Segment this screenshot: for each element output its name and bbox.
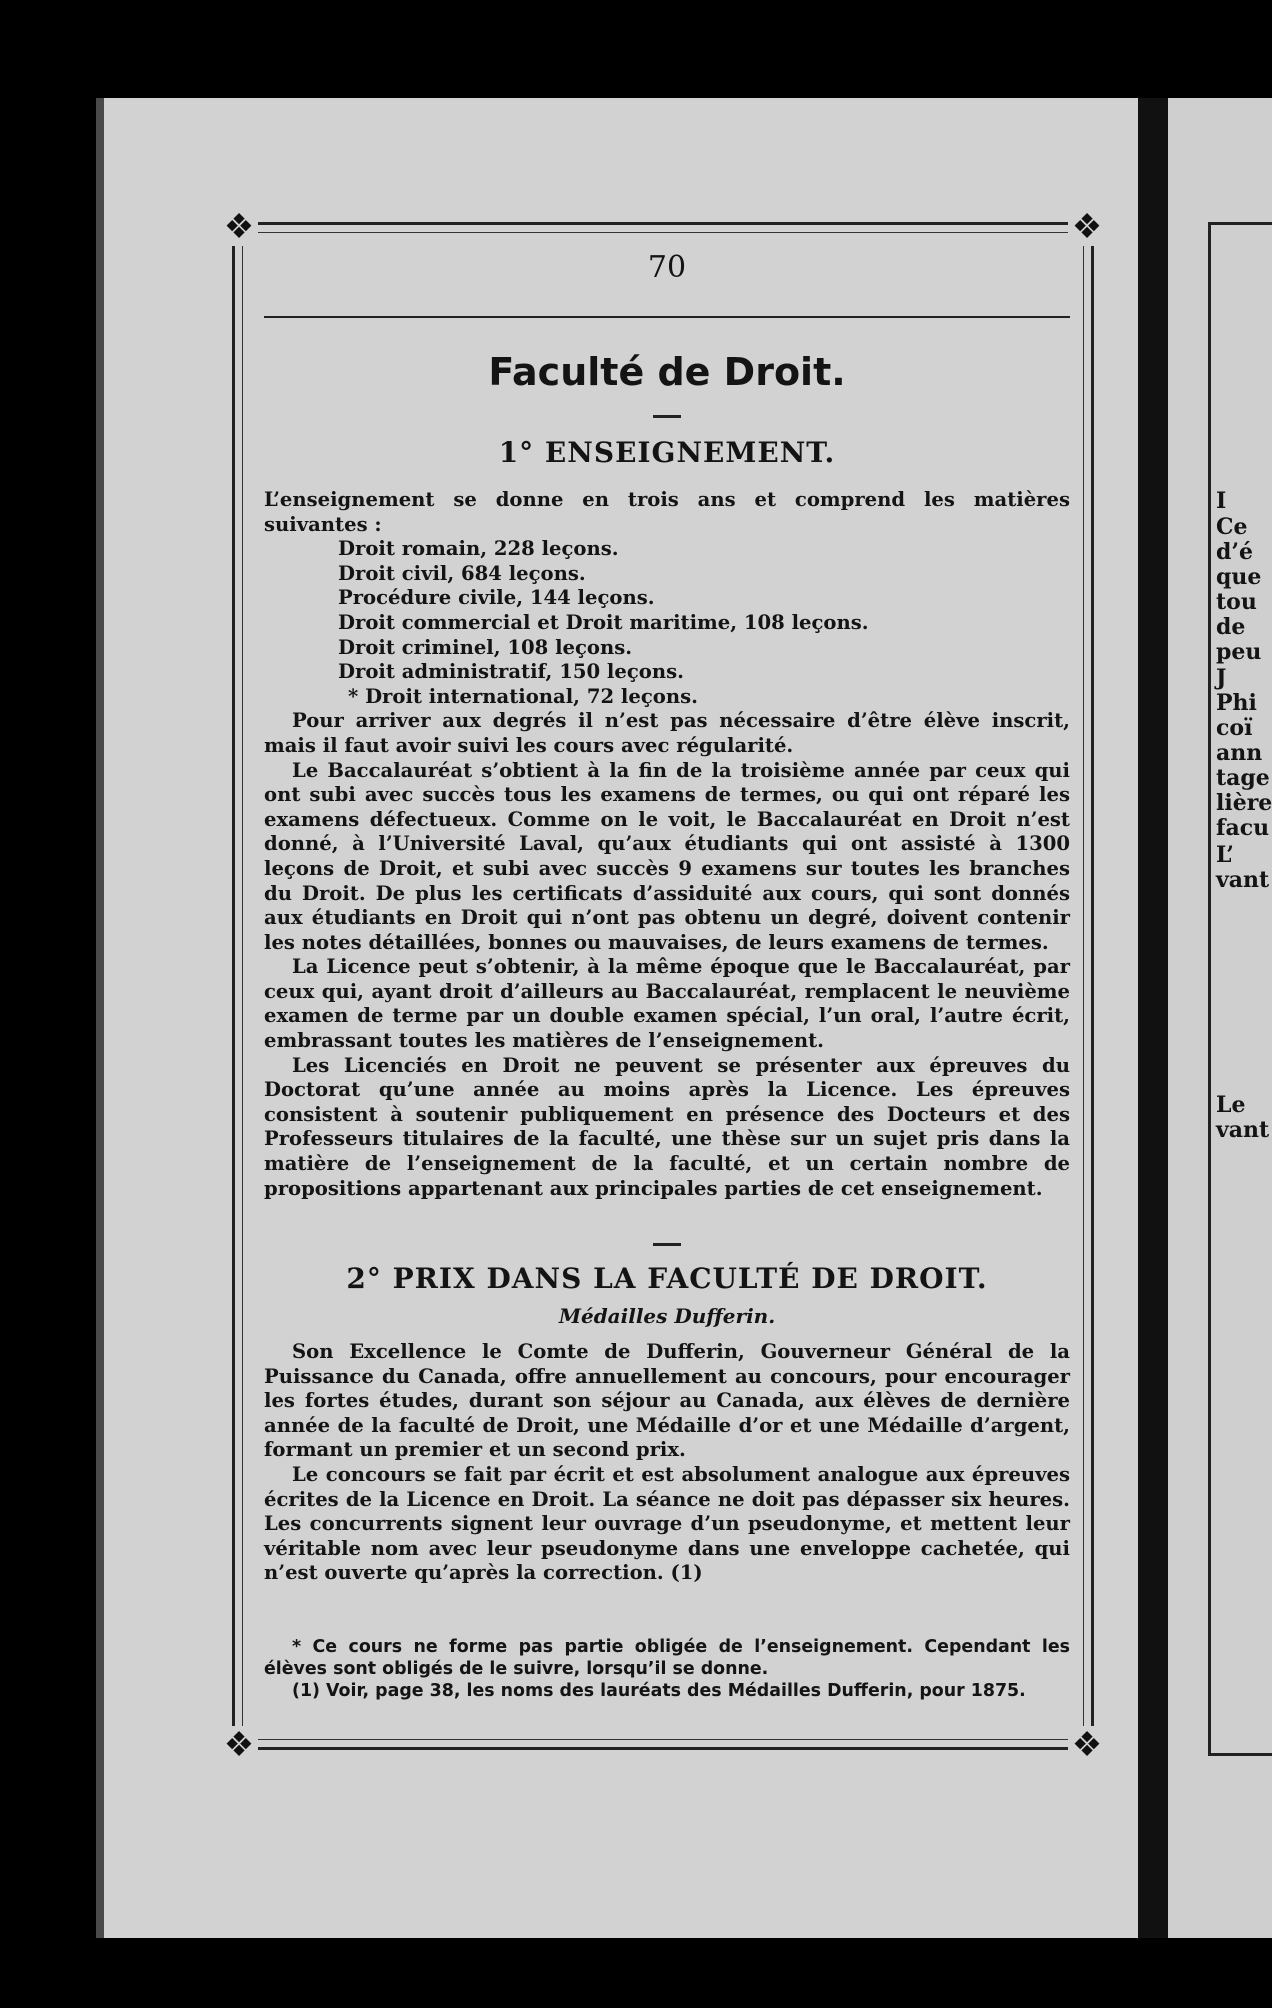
corner-ornament-icon: ❖: [220, 208, 258, 246]
adjacent-text-fragment: Le: [1216, 1092, 1246, 1118]
footnote: * Ce cours ne forme pas partie obligée de l’enseignement. Cependant les élèves sont obligés de le suivre, lorsqu’il se donne.: [264, 1637, 1070, 1679]
adjacent-text-fragment: tou: [1216, 589, 1257, 615]
list-item: Droit romain, 228 leçons.: [338, 537, 619, 561]
intro-paragraph: L’enseignement se donne en trois ans et comprend les matières suivantes :: [264, 488, 1070, 536]
page-edge-shadow: [96, 98, 104, 1938]
paragraph: Pour arriver aux degrés il n’est pas nécessaire d’être élève inscrit, mais il faut avoir suivi les cours avec régularité.: [264, 709, 1070, 757]
course-list: [264, 537, 1070, 709]
paragraph: Le concours se fait par écrit et est absolument analogue aux épreuves écrites de la Licence en Droit. La séance ne doit pas dépasser six heures. Les concurrents signent leur ouvrage d’un pseudonyme, et mettent leur véritable nom avec leur pseudonyme dans une enveloppe cachetée, qui n’est ouverte qu’après la correction. (1): [264, 1462, 1070, 1585]
section-2-body: [264, 1340, 1070, 1586]
adjacent-text-fragment: peu: [1216, 639, 1262, 665]
adjacent-text-fragment: Ce: [1216, 514, 1248, 540]
section-heading-2: 2° PRIX DANS LA FACULTÉ DE DROIT.: [346, 1262, 988, 1295]
adjacent-text-fragment: I: [1216, 488, 1227, 514]
list-item: Procédure civile, 144 leçons.: [338, 586, 655, 610]
adjacent-text-fragment: de: [1216, 614, 1246, 640]
list-item: Droit criminel, 108 leçons.: [338, 635, 633, 659]
adjacent-text-fragment: facu: [1216, 815, 1270, 841]
adjacent-text-fragment: d’é: [1216, 539, 1254, 565]
page-title: Faculté de Droit.: [488, 350, 846, 394]
adjacent-text-fragment: que: [1216, 564, 1262, 590]
paragraph: Le Baccalauréat s’obtient à la fin de la troisième année par ceux qui ont subi avec succès tous les examens de termes, ou qui ont réparé les examens défectueux. Comme on le voit, le Baccalauréat en Droit n’est donné, à l’Université Laval, qu’aux étudiants qui ont assisté à 1300 leçons de Droit, et subi avec succès 9 examens sur toutes les branches du Droit. De plus les certificats d’assiduité aux cours, qui sont donnés aux étudiants en Droit qui n’ont pas obtenu un degré, doivent contenir les notes détaillées, bonnes ou mauvaises, de leurs examens de termes.: [264, 758, 1070, 954]
paragraph: Son Excellence le Comte de Dufferin, Gouverneur Général de la Puissance du Canada, offre annuellement au concours, pour encourager les fortes études, durant son séjour au Canada, aux élèves de dernière année de la faculté de Droit, une Médaille d’or et une Médaille d’argent, formant un premier et un second prix.: [264, 1340, 1070, 1462]
corner-ornament-icon: ❖: [1068, 208, 1106, 246]
corner-ornament-icon: ❖: [1068, 1726, 1106, 1764]
adjacent-text-fragment: vant: [1216, 867, 1270, 893]
header-rule: [264, 316, 1070, 318]
book-gutter: [1138, 98, 1168, 1938]
adjacent-text-fragment: lière: [1216, 790, 1272, 816]
section-subheading: Médailles Dufferin.: [558, 1304, 776, 1328]
paragraph: La Licence peut s’obtenir, à la même époque que le Baccalauréat, par ceux qui, ayant droit d’ailleurs au Baccalauréat, remplacent le neuvième examen de terme par un double examen spécial, l’un oral, l’autre écrit, embrassant toutes les matières de l’enseignement.: [264, 955, 1070, 1053]
adjacent-text-fragment: vant: [1216, 1117, 1270, 1143]
list-item: Droit commercial et Droit maritime, 108 leçons.: [338, 610, 869, 634]
page-number: 70: [647, 250, 687, 285]
list-item: Droit civil, 684 leçons.: [338, 561, 586, 585]
corner-ornament-icon: ❖: [220, 1726, 258, 1764]
adjacent-text-fragment: tage: [1216, 765, 1270, 791]
adjacent-text-fragment: Phi: [1216, 690, 1257, 716]
separator-dash: [653, 1243, 681, 1246]
separator-dash: [653, 415, 681, 418]
adjacent-text-fragment: L’: [1216, 842, 1234, 868]
adjacent-page-frame: [1208, 222, 1272, 1756]
footnote: (1) Voir, page 38, les noms des lauréats des Médailles Dufferin, pour 1875.: [292, 1681, 1026, 1701]
section-1-body: [264, 488, 1070, 1201]
list-item: * Droit international, 72 leçons.: [348, 684, 698, 708]
adjacent-text-fragment: ann: [1216, 740, 1263, 766]
paragraph: Les Licenciés en Droit ne peuvent se présenter aux épreuves du Doctorat qu’une année au moins après la Licence. Les épreuves consistent à soutenir publiquement en présence des Docteurs et des Professeurs titulaires de la faculté, une thèse sur un sujet pris dans la matière de l’enseignement de la faculté, et un certain nombre de propositions appartenant aux principales parties de cet enseignement.: [264, 1053, 1070, 1200]
section-heading-1: 1° ENSEIGNEMENT.: [498, 436, 836, 469]
list-item: Droit administratif, 150 leçons.: [338, 660, 684, 684]
adjacent-text-fragment: J: [1216, 665, 1227, 691]
footnotes: [264, 1636, 1070, 1702]
adjacent-text-fragment: coï: [1216, 715, 1253, 741]
